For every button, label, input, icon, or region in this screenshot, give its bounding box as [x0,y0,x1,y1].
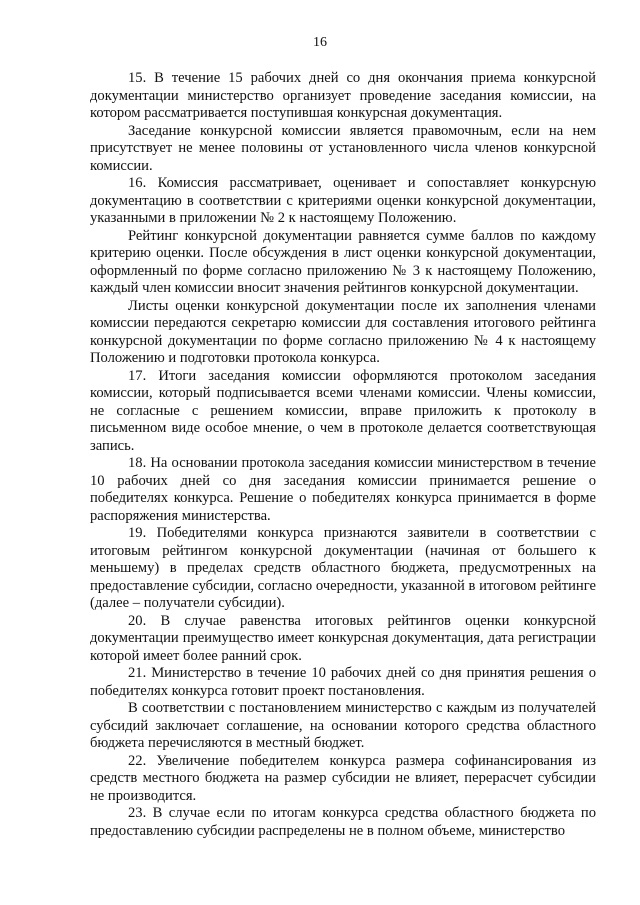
paragraph-22: 22. Увеличение победителем конкурса размера софинансирования из средств местного бюджета на размер субсидии не влияет, перерасчет субсидии не производится. [90,752,596,804]
paragraph-18: 18. На основании протокола заседания комиссии министерством в течение 10 рабочих дней со дня заседания комиссии принимается решение о победителях конкурса. Решение о победителях конкурса принимается в форме распоряжения министерства. [90,455,596,524]
paragraph-21-agreement: В соответствии с постановлением министерство с каждым из получателей субсидий заключает соглашение, на основании которого средства областного бюджета перечисляются в местный бюджет. [90,700,596,751]
paragraph-17: 17. Итоги заседания комиссии оформляются протоколом заседания комиссии, который подписывается всеми членами комиссии. Члены комиссии, не согласные с решением комиссии, вправе приложить к протоколу в письменном виде особое мнение, о чем в протоколе делается соответствующая запись. [90,367,596,454]
paragraph-15-quorum: Заседание конкурсной комиссии является правомочным, если на нем присутствует не менее половины от установленного числа членов конкурсной комиссии. [90,122,596,174]
document-body [90,70,596,840]
paragraph-16: 16. Комиссия рассматривает, оценивает и сопоставляет конкурсную документацию в соответствии с критериями оценки конкурсной документации, указанными в приложении № 2 к настоящему Положению. [90,175,596,226]
paragraph-16-rating: Рейтинг конкурсной документации равняется сумме баллов по каждому критерию оценки. После обсуждения в лист оценки конкурсной документации, оформленный по форме согласно приложению № 3 к настоящему Положению, каждый член комиссии вносит значения рейтингов конкурсной документации. [90,227,596,296]
page-number: 16 [313,35,327,50]
paragraph-19: 19. Победителями конкурса признаются заявители в соответствии с итоговым рейтингом конкурсной документации (начиная от большего к меньшему) в пределах средств областного бюджета, предусмотренных на предоставление субсидии, согласно очередности, указанной в итоговом рейтинге (далее – получатели субсидии). [90,525,596,611]
paragraph-16-sheets: Листы оценки конкурсной документации после их заполнения членами комиссии передаются секретарю комиссии для составления итогового рейтинга конкурсной документации по форме согласно приложению № 4 к настоящему Положению и подготовки протокола конкурса. [90,297,596,366]
paragraph-23: 23. В случае если по итогам конкурса средства областного бюджета по предоставлению субсидии распределены не в полном объеме, министерство [90,805,596,839]
paragraph-15: 15. В течение 15 рабочих дней со дня окончания приема конкурсной документации министерство организует проведение заседания комиссии, на котором рассматривается поступившая конкурсная документация. [90,70,596,121]
paragraph-20: 20. В случае равенства итоговых рейтингов оценки конкурсной документации преимущество имеет конкурсная документация, дата регистрации которой имеет более ранний срок. [90,612,596,664]
paragraph-21: 21. Министерство в течение 10 рабочих дней со дня принятия решения о победителях конкурса готовит проект постановления. [90,665,596,699]
